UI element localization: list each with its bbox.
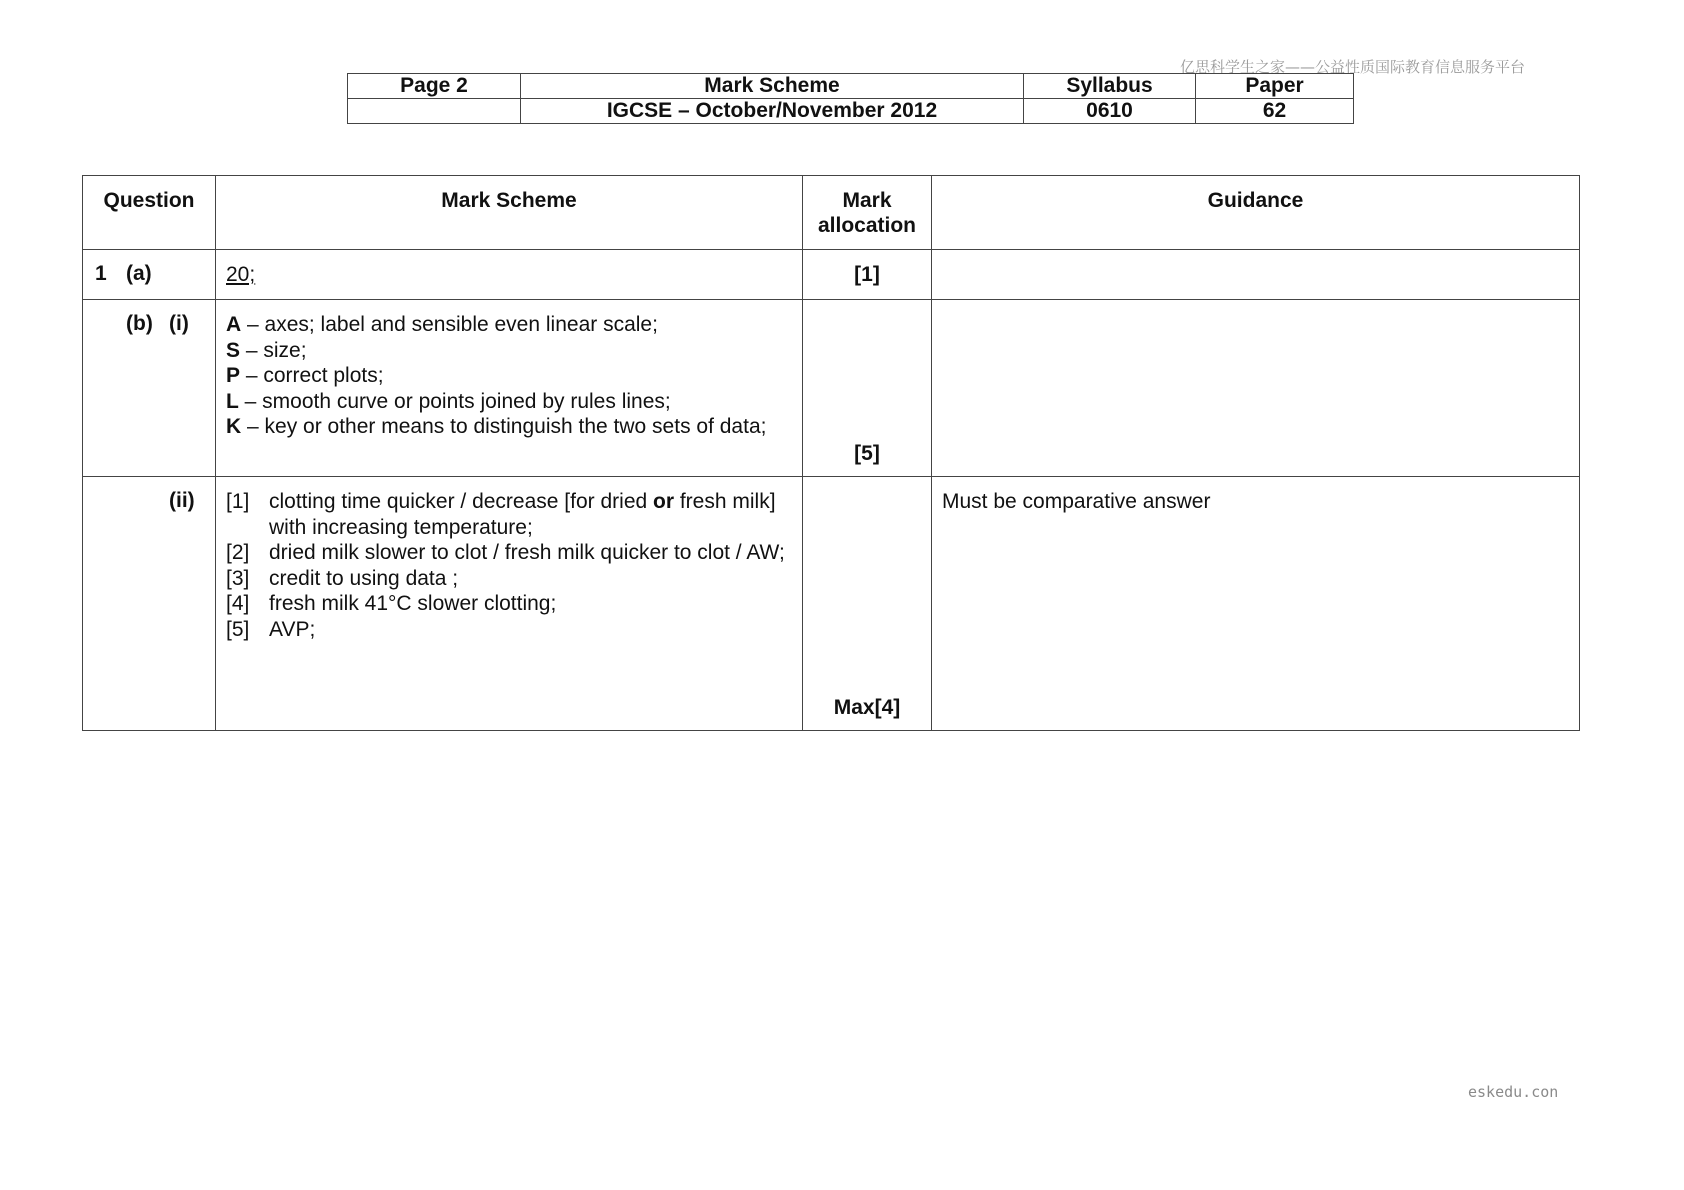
- header-table: [347, 73, 1354, 124]
- criterion-text: – size;: [240, 338, 307, 362]
- question-part: (a): [126, 262, 152, 285]
- point-text: credit to using data ;: [269, 566, 459, 590]
- guidance-cell: [932, 250, 1580, 300]
- point-number: [3]: [226, 566, 250, 590]
- guidance-cell: [932, 300, 1580, 477]
- point-line: [226, 489, 792, 540]
- header-mark-scheme: Mark Scheme: [521, 74, 1024, 99]
- answer-cell: [216, 300, 803, 477]
- criterion-key: A: [226, 313, 242, 336]
- col-mark-scheme: Mark Scheme: [216, 176, 803, 250]
- mark-cell: [803, 300, 932, 477]
- criterion-line: [226, 312, 792, 338]
- criterion-key: P: [226, 364, 241, 387]
- criterion-text: – correct plots;: [240, 364, 384, 387]
- col-mark-allocation-line1: Mark: [842, 189, 892, 212]
- point-text: AVP;: [269, 617, 316, 641]
- watermark-bottom: eskedu.con: [1468, 1083, 1559, 1101]
- mark-value: [5]: [854, 442, 880, 465]
- point-line: [226, 566, 792, 592]
- answer-cell: [216, 250, 803, 300]
- mark-scheme-table: [82, 175, 1580, 731]
- question-cell: [83, 300, 216, 477]
- mark-value: Max[4]: [833, 696, 901, 719]
- criterion-key: S: [226, 338, 241, 362]
- question-subpart: (ii): [169, 489, 195, 512]
- header-page: Page 2: [348, 74, 521, 99]
- point-number: [1]: [226, 490, 250, 513]
- point-line: [226, 540, 792, 566]
- header-paper: 62: [1196, 99, 1354, 124]
- point-text: dried milk slower to clot / fresh milk quicker to clot / AW;: [269, 541, 785, 564]
- answer-text: 20;: [226, 263, 256, 286]
- column-header-row: [83, 176, 1580, 250]
- question-cell: [83, 477, 216, 731]
- header-syllabus: 0610: [1024, 99, 1196, 124]
- header-empty: [348, 99, 521, 124]
- header-exam: IGCSE – October/November 2012: [521, 99, 1024, 124]
- question-cell: [83, 250, 216, 300]
- question-number: 1: [95, 262, 107, 285]
- col-guidance: Guidance: [932, 176, 1580, 250]
- point-line: [226, 591, 792, 617]
- guidance-text: Must be comparative answer: [942, 490, 1211, 513]
- mark-cell: [803, 250, 932, 300]
- col-mark-allocation: [803, 176, 932, 250]
- criterion-text: – smooth curve or points joined by rules lines;: [238, 389, 671, 413]
- point-number: [4]: [226, 592, 250, 615]
- guidance-cell: [932, 477, 1580, 731]
- mark-cell: [803, 477, 932, 731]
- criterion-line: [226, 414, 792, 440]
- point-text: clotting time quicker / decrease [for dried or fresh milk] with increasing temperature;: [269, 490, 776, 539]
- point-number: [5]: [226, 617, 250, 641]
- question-part: (b): [126, 312, 153, 335]
- criterion-line: [226, 338, 792, 364]
- criterion-line: [226, 389, 792, 415]
- point-text: fresh milk 41°C slower clotting;: [269, 592, 557, 615]
- mark-value: [1]: [854, 263, 880, 286]
- header-paper-label: Paper: [1196, 74, 1354, 99]
- criterion-line: [226, 363, 792, 389]
- table-row: [83, 300, 1580, 477]
- table-row: [83, 477, 1580, 731]
- criterion-key: K: [226, 415, 242, 438]
- col-question: Question: [83, 176, 216, 250]
- table-row: [83, 250, 1580, 300]
- criterion-key: L: [226, 389, 239, 413]
- col-mark-allocation-line2: allocation: [817, 214, 917, 237]
- header-syllabus-label: Syllabus: [1024, 74, 1196, 99]
- criterion-text: – key or other means to distinguish the two sets of data;: [241, 415, 767, 438]
- watermark-top: 亿思科学生之家——公益性质国际教育信息服务平台: [1180, 58, 1526, 76]
- point-number: [2]: [226, 541, 250, 564]
- point-line: [226, 617, 792, 643]
- answer-cell: [216, 477, 803, 731]
- criterion-text: – axes; label and sensible even linear scale;: [241, 313, 658, 336]
- question-subpart: (i): [169, 312, 189, 335]
